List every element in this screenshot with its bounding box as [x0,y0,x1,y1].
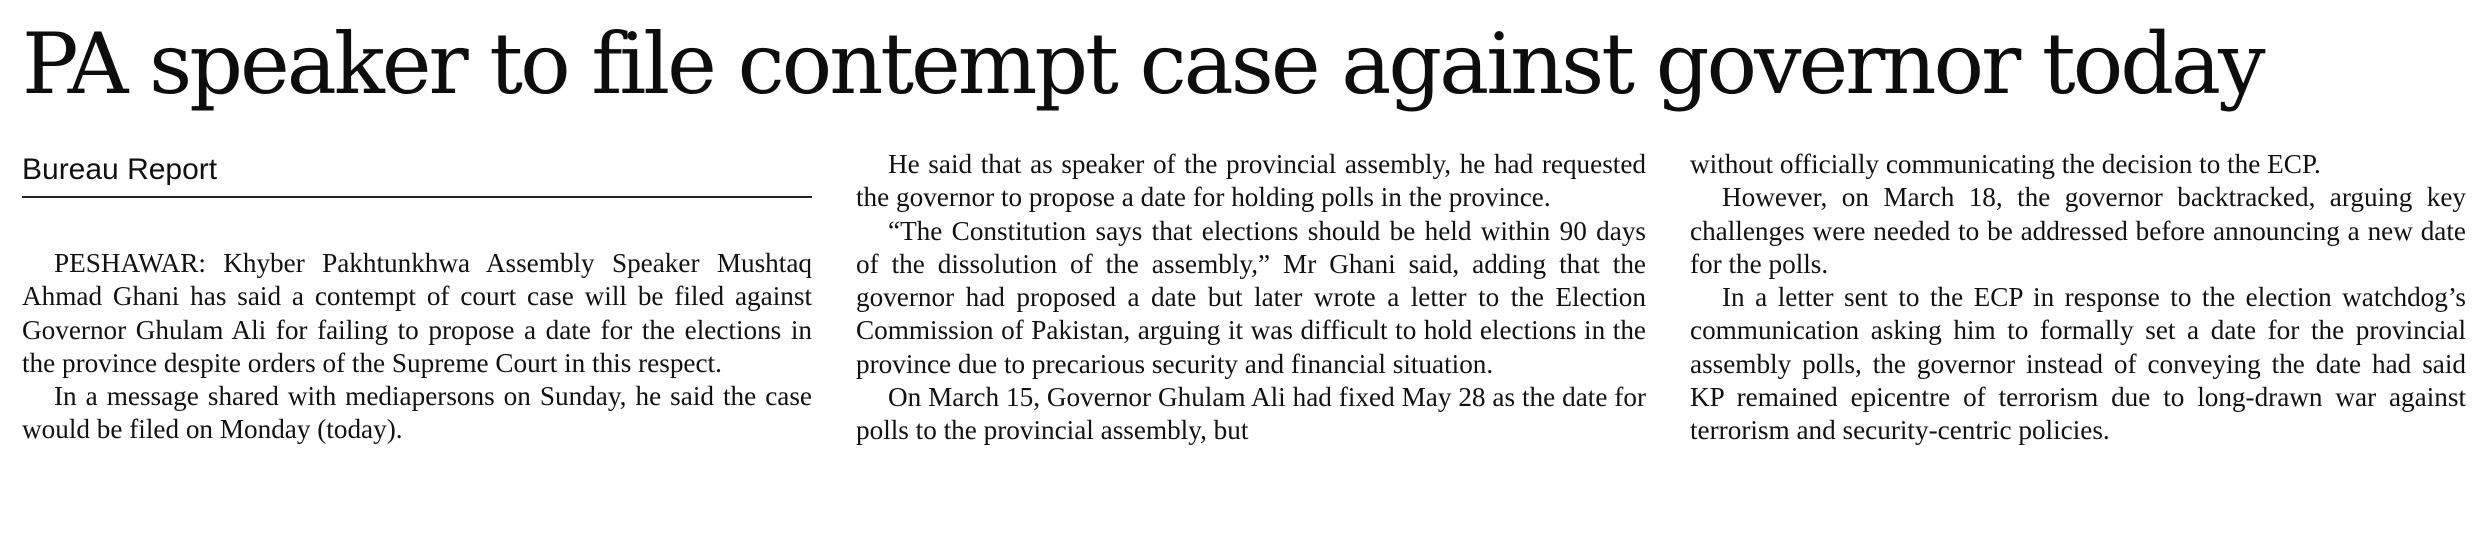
paragraph: PESHAWAR: Khyber Pakhtunkhwa Assembly Speaker Mushtaq Ahmad Ghani has said a contempt of court case will be filed against Governor Ghulam Ali for failing to propose a date for the elections in the province despite orders of the Supreme Court in this respect. [22,248,812,378]
article-column-3 [1690,148,2466,448]
paragraph: “The Constitution says that elections should be held within 90 days of the dissolution of the assembly,” Mr Ghani said, adding that the governor had proposed a date but later wrote a letter to the Election Commission of Pakistan, arguing it was difficult to hold elections in the province due to precarious security and financial situation. [856,215,1646,379]
paragraph: In a letter sent to the ECP in response to the election watchdog’s communication asking him to formally set a date for the provincial assembly polls, the governor instead of conveying the date had said KP remained epicentre of terrorism due to long-drawn war against terrorism and security-centric policies. [1690,282,2466,446]
article-column-1 [22,247,812,447]
headline: PA speaker to file contempt case against governor today [22,15,2263,113]
paragraph: In a message shared with mediapersons on Sunday, he said the case would be filed on Monday (today). [22,381,812,445]
paragraph: On March 15, Governor Ghulam Ali had fixed May 28 as the date for polls to the provincial assembly, but [856,382,1646,446]
paragraph: However, on March 18, the governor backtracked, arguing key challenges were needed to be addressed before announcing a new date for the polls. [1690,182,2466,279]
paragraph: He said that as speaker of the provincial assembly, he had requested the governor to propose a date for holding polls in the province. [856,149,1646,213]
paragraph-continued: without officially communicating the decision to the ECP. [1690,149,2321,179]
byline: Bureau Report [22,150,812,198]
article-column-2 [856,148,1646,448]
